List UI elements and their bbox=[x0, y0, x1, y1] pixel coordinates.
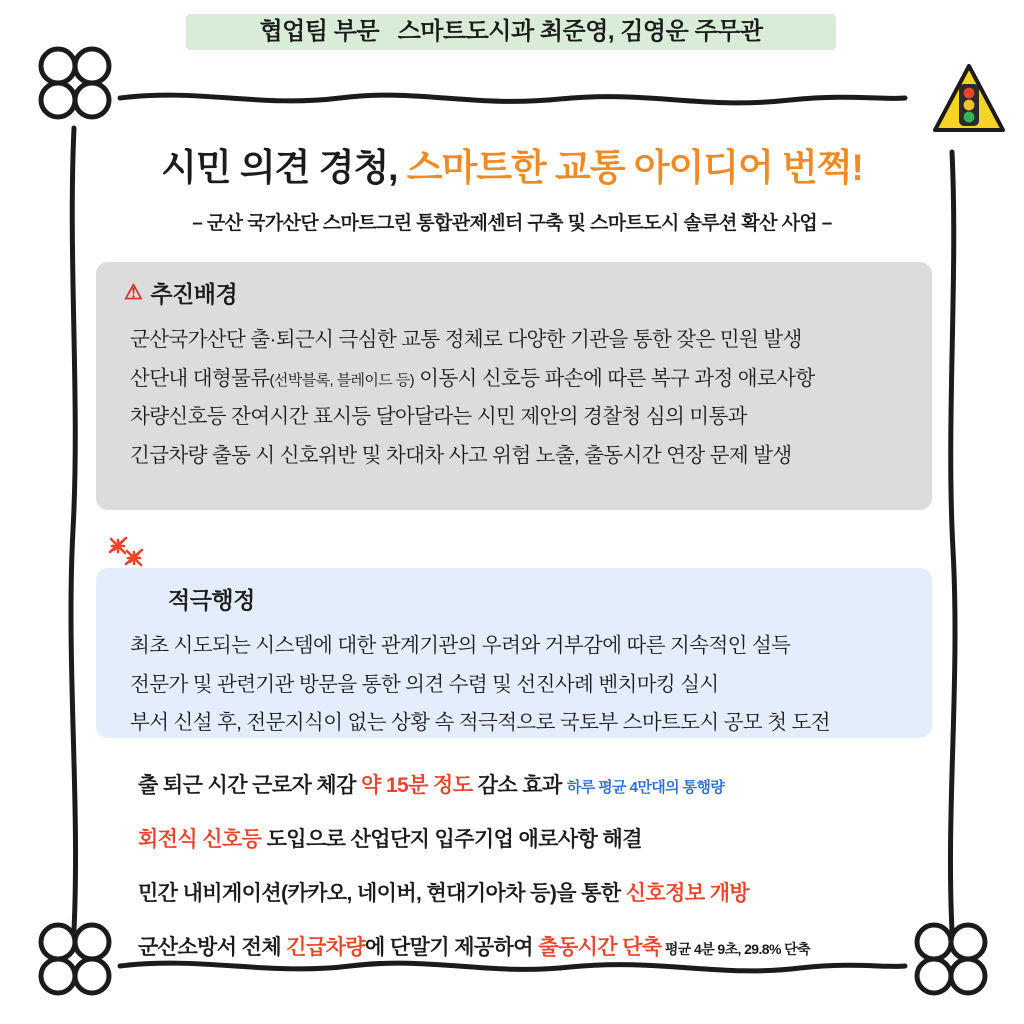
background-card bbox=[96, 262, 932, 510]
background-line-text: 이동시 신호등 파손에 따른 복구 과정 애로사항 bbox=[414, 366, 815, 390]
background-line bbox=[116, 398, 912, 437]
result-text: 에 단말기 제공하여 bbox=[365, 936, 539, 959]
warning-icon: ⚠ bbox=[124, 281, 143, 304]
background-line-list bbox=[116, 321, 912, 475]
page-title bbox=[0, 137, 1024, 191]
background-line bbox=[116, 321, 912, 360]
result-item bbox=[110, 865, 940, 919]
header-title: 협업팀 부문 스마트도시과 최준영, 김영운 주무관 bbox=[259, 18, 763, 45]
background-card-title-row bbox=[124, 276, 912, 309]
active-admin-card-title-row bbox=[168, 582, 912, 615]
active-admin-line: 전문가 및 관련기관 방문을 통한 의견 수렴 및 선진사례 벤치마킹 실시 bbox=[130, 672, 719, 696]
result-highlight: 출동시간 단축 bbox=[538, 936, 662, 959]
result-text: 감소 효과 bbox=[472, 774, 567, 797]
result-item bbox=[110, 811, 940, 865]
active-admin-card-title: 적극행정 bbox=[168, 587, 255, 613]
background-line bbox=[116, 437, 912, 476]
active-admin-line: 최초 시도되는 시스템에 대한 관계기관의 우려와 거부감에 따른 지속적인 설득 bbox=[130, 634, 791, 657]
background-line-text: 차량신호등 잔여시간 표시등 달아달라는 시민 제안의 경찰청 심의 미통과 bbox=[130, 405, 747, 428]
active-admin-card bbox=[96, 568, 932, 738]
result-highlight: 신호정보 개방 bbox=[625, 882, 750, 905]
results-list bbox=[110, 757, 940, 973]
result-highlight: 회전식 신호등 bbox=[138, 828, 262, 851]
result-text: 출 퇴근 시간 근로자 체감 bbox=[138, 774, 362, 797]
traffic-light-icon bbox=[932, 62, 1006, 136]
result-note: 평균 4분 9초, 29.8% 단축 bbox=[661, 941, 810, 957]
background-line-text: 산단내 대형물류 bbox=[130, 366, 270, 390]
background-card-title: 추진배경 bbox=[150, 281, 238, 307]
background-line-note: (선박블록, 블레이드 등) bbox=[269, 371, 415, 389]
result-highlight: 약 15분 정도 bbox=[361, 774, 473, 797]
result-highlight: 긴급차량 bbox=[286, 936, 366, 959]
page-title-part1: 시민 의견 경청, bbox=[161, 147, 407, 188]
result-item bbox=[110, 919, 940, 973]
active-admin-line: 부서 신설 후, 전문지식이 없는 상황 속 적극적으로 국토부 스마트도시 공모 첫 도전 bbox=[130, 711, 830, 734]
page-subtitle: – 군산 국가산단 스마트그린 통합관제센터 구축 및 스마트도시 솔루션 확산 사업 – bbox=[192, 213, 832, 234]
background-line bbox=[116, 360, 912, 399]
background-line-text: 군산국가산단 출·퇴근시 극심한 교통 정체로 다양한 기관을 통한 잦은 민원 발생 bbox=[130, 328, 802, 351]
result-text: 도입으로 산업단지 입주기업 애로사항 해결 bbox=[261, 828, 642, 851]
result-text: 민간 내비게이션(카카오, 네이버, 현대기아차 등)을 통한 bbox=[138, 882, 626, 905]
result-text: 군산소방서 전체 bbox=[138, 936, 287, 959]
background-line-text: 긴급차량 출동 시 신호위반 및 차대차 사고 위험 노출, 출동시간 연장 문제 발생 bbox=[130, 443, 792, 467]
result-item bbox=[110, 757, 940, 811]
active-admin-line-list bbox=[116, 627, 912, 743]
page-title-part2: 스마트한 교통 아이디어 번쩍! bbox=[406, 147, 863, 188]
result-note: 하루 평균 4만대의 통행량 bbox=[566, 779, 725, 796]
